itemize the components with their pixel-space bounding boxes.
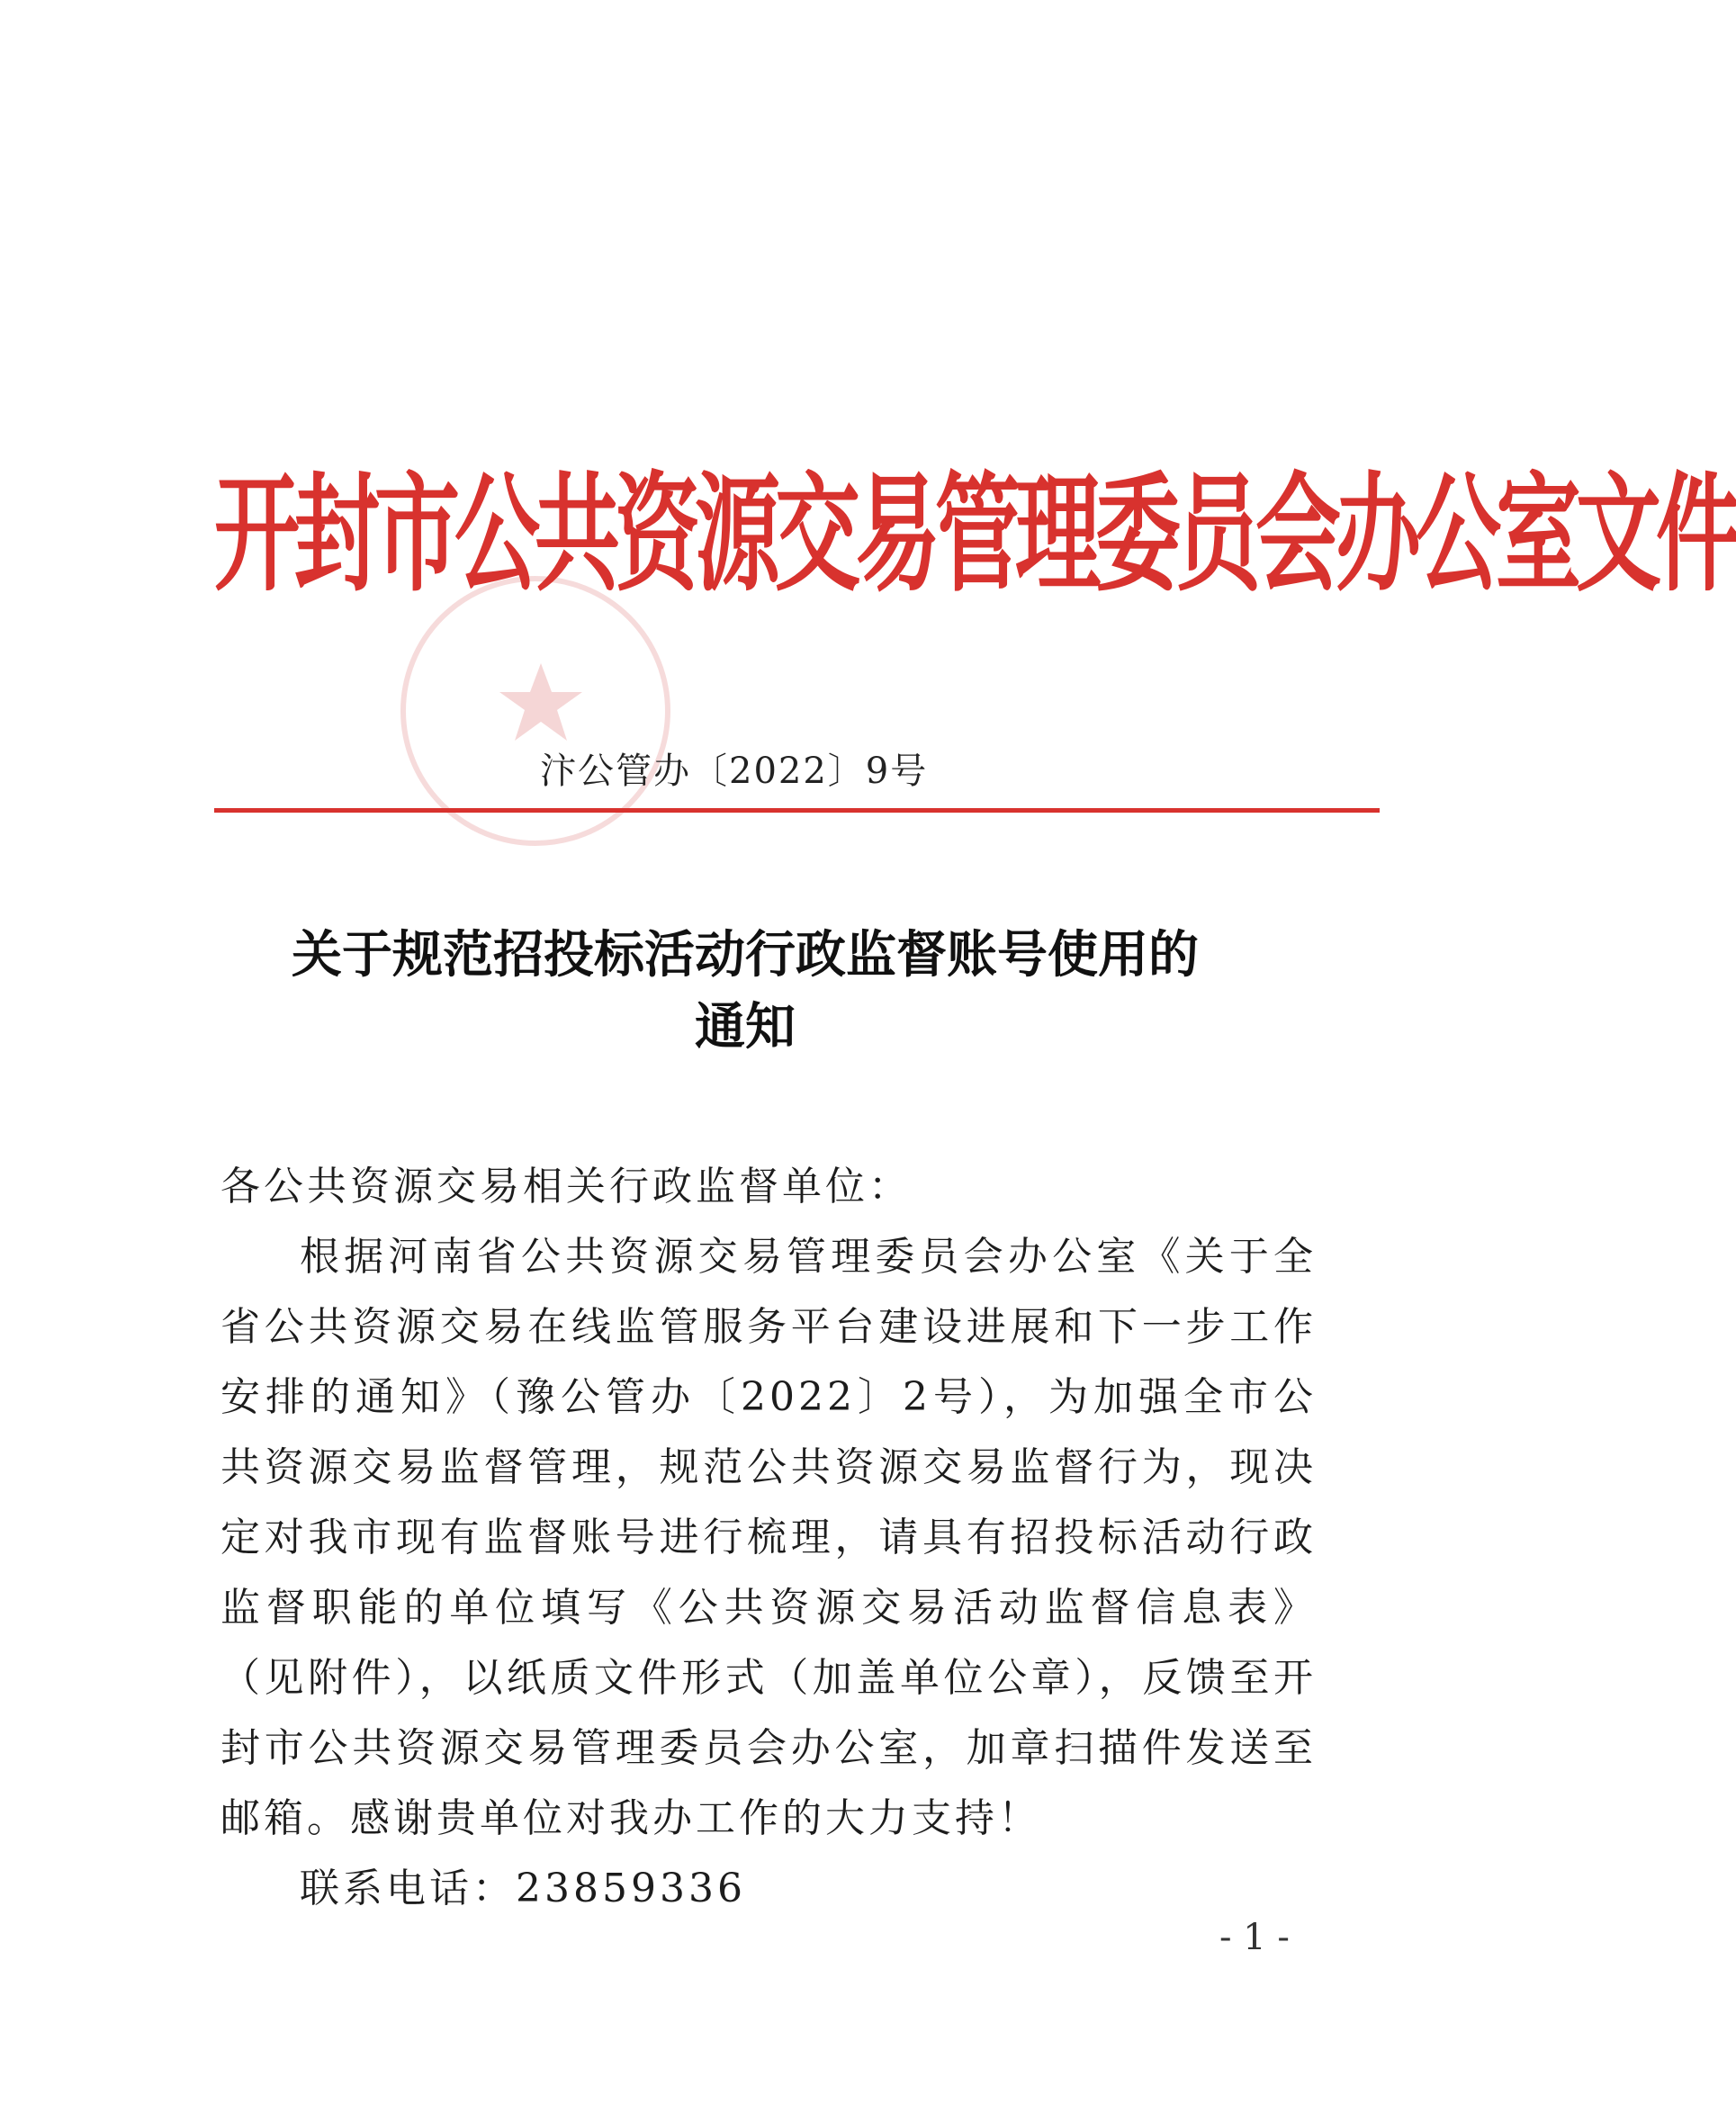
salutation: 各公共资源交易相关行政监督单位： (220, 1164, 912, 1209)
notice-title-line-1: 关于规范招投标活动行政监督账号使用的 (292, 926, 1199, 985)
star-icon (496, 658, 586, 748)
page-number: - 1 - (1219, 1917, 1290, 1958)
notice-title-line-2: 通知 (695, 998, 796, 1056)
masthead-title: 开封市公共资源交易管理委员会办公室文件 (214, 461, 1736, 610)
contact-line (220, 1854, 1317, 1924)
body-paragraph: 根据河南省公共资源交易管理委员会办公室《关于全省公共资源交易在线监管服务平台建设进展和下一步工作安排的通知》（豫公管办〔2022〕2号），为加强全市公共资源交易监督管理，规范公共资源交易监督行为，现决定对我市现有监督账号进行梳理，请具有招投标活动行政监督职能的单位填写《公共资源交易活动监督信息表》（见附件），以纸质文件形式（加盖单位公章），反馈至开封市公共资源交易管理委员会办公室，加章扫描件发送至邮箱。感谢贵单位对我办工作的大力支持！ (220, 1234, 1317, 1841)
contact-label: 联系电话： (300, 1866, 516, 1911)
contact-phone: 23859336 (516, 1866, 746, 1911)
masthead-divider (214, 808, 1380, 813)
notice-body (220, 1152, 1317, 1924)
notice-title (214, 920, 1276, 1064)
document-number: 汴公管办〔2022〕9号 (540, 751, 929, 792)
